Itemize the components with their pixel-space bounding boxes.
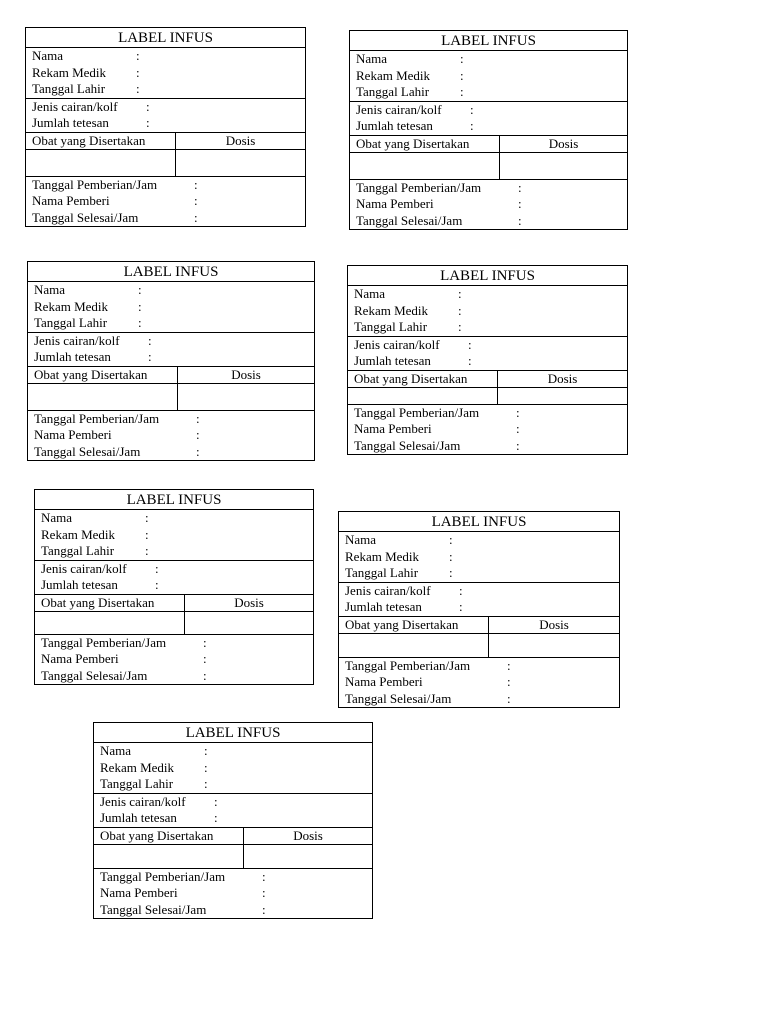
jumlah-tetesan-label: Jumlah tetesan [32, 115, 109, 130]
tanggal-lahir-label: Tanggal Lahir [345, 565, 419, 580]
tanggal-pemberian-label: Tanggal Pemberian/Jam [345, 657, 471, 673]
tanggal-selesai-label: Tanggal Selesai/Jam [34, 443, 141, 459]
jumlah-tetesan-label: Jumlah tetesan [356, 118, 433, 133]
tanggal-lahir-label: Tanggal Lahir [34, 315, 108, 330]
patient-section: Nama : Rekam Medik : Tanggal Lahir : [28, 282, 314, 333]
rekam-medik-label: Rekam Medik [32, 64, 107, 80]
drug-header [26, 133, 305, 150]
infusion-label-4 [347, 265, 628, 455]
jenis-cairan-label: Jenis cairan/kolf [100, 793, 186, 809]
patient-section: Nama : Rekam Medik : Tanggal Lahir : [350, 51, 627, 102]
jenis-cairan-label: Jenis cairan/kolf [34, 332, 120, 348]
drug-header [94, 828, 372, 845]
tanggal-lahir-label: Tanggal Lahir [41, 543, 115, 558]
obat-header: Obat yang Disertakan [28, 367, 178, 383]
tanggal-lahir-label: Tanggal Lahir [356, 84, 430, 99]
obat-cell [348, 388, 498, 404]
dosis-cell [178, 384, 314, 410]
obat-cell [35, 612, 185, 634]
label-title: LABEL INFUS [348, 266, 627, 286]
infusion-label-7 [93, 722, 373, 919]
obat-header: Obat yang Disertakan [35, 595, 185, 611]
dosis-header: Dosis [234, 594, 264, 610]
jenis-cairan-label: Jenis cairan/kolf [356, 101, 442, 117]
tanggal-selesai-label: Tanggal Selesai/Jam [354, 437, 461, 453]
dosis-header: Dosis [539, 616, 569, 632]
jenis-cairan-label: Jenis cairan/kolf [345, 582, 431, 598]
nama-label: Nama [41, 510, 73, 525]
label-title: LABEL INFUS [26, 28, 305, 48]
rekam-medik-label: Rekam Medik [41, 526, 116, 542]
fluid-section: Jenis cairan/kolf : Jumlah tetesan : [35, 561, 313, 595]
jumlah-tetesan-label: Jumlah tetesan [345, 599, 422, 614]
nama-label: Nama [354, 286, 386, 301]
jumlah-tetesan-label: Jumlah tetesan [34, 349, 111, 364]
label-title: LABEL INFUS [350, 31, 627, 51]
tanggal-pemberian-label: Tanggal Pemberian/Jam [34, 410, 160, 426]
patient-section: Nama : Rekam Medik : Tanggal Lahir : [26, 48, 305, 99]
dosis-cell [500, 153, 627, 179]
drug-header [339, 617, 619, 634]
administration-section: Tanggal Pemberian/Jam : Nama Pemberi : Tanggal Selesai/Jam : [32, 176, 198, 225]
nama-label: Nama [345, 532, 377, 547]
jumlah-tetesan-label: Jumlah tetesan [100, 810, 177, 825]
infusion-label-2 [349, 30, 628, 230]
fluid-section: Jenis cairan/kolf : Jumlah tetesan : [28, 333, 314, 367]
drug-entry-row [348, 388, 627, 405]
infusion-label-1 [25, 27, 306, 227]
nama-pemberi-label: Nama Pemberi [41, 651, 119, 666]
drug-entry-row [94, 845, 372, 869]
administration-section: Tanggal Pemberian/Jam : Nama Pemberi : Tanggal Selesai/Jam : [354, 404, 520, 453]
dosis-cell [489, 634, 619, 657]
nama-pemberi-label: Nama Pemberi [345, 674, 423, 689]
nama-label: Nama [100, 743, 132, 758]
rekam-medik-label: Rekam Medik [354, 302, 429, 318]
nama-pemberi-label: Nama Pemberi [32, 193, 110, 208]
nama-pemberi-label: Nama Pemberi [100, 885, 178, 900]
dosis-cell [244, 845, 372, 868]
obat-cell [350, 153, 500, 179]
nama-pemberi-label: Nama Pemberi [356, 196, 434, 211]
tanggal-pemberian-label: Tanggal Pemberian/Jam [356, 179, 482, 195]
rekam-medik-label: Rekam Medik [356, 67, 431, 83]
administration-section: Tanggal Pemberian/Jam : Nama Pemberi : Tanggal Selesai/Jam : [34, 410, 200, 459]
nama-label: Nama [34, 282, 66, 297]
patient-section: Nama : Rekam Medik : Tanggal Lahir : [94, 743, 372, 794]
tanggal-pemberian-label: Tanggal Pemberian/Jam [354, 404, 480, 420]
drug-entry-row [339, 634, 619, 658]
tanggal-pemberian-label: Tanggal Pemberian/Jam [100, 868, 226, 884]
rekam-medik-label: Rekam Medik [34, 298, 109, 314]
infusion-label-3 [27, 261, 315, 461]
obat-header: Obat yang Disertakan [348, 371, 498, 387]
fluid-section: Jenis cairan/kolf : Jumlah tetesan : [339, 583, 619, 617]
tanggal-pemberian-label: Tanggal Pemberian/Jam [32, 176, 158, 192]
tanggal-lahir-label: Tanggal Lahir [100, 776, 174, 791]
jenis-cairan-label: Jenis cairan/kolf [32, 98, 118, 114]
patient-section: Nama : Rekam Medik : Tanggal Lahir : [35, 510, 313, 561]
tanggal-selesai-label: Tanggal Selesai/Jam [356, 212, 463, 228]
patient-section: Nama : Rekam Medik : Tanggal Lahir : [348, 286, 627, 337]
nama-pemberi-label: Nama Pemberi [34, 427, 112, 442]
drug-header [348, 371, 627, 388]
dosis-cell [498, 388, 627, 404]
fluid-section: Jenis cairan/kolf : Jumlah tetesan : [26, 99, 305, 133]
tanggal-lahir-label: Tanggal Lahir [32, 81, 106, 96]
nama-label: Nama [32, 48, 64, 63]
dosis-header: Dosis [231, 366, 261, 382]
nama-label: Nama [356, 51, 388, 66]
label-title: LABEL INFUS [94, 723, 372, 743]
obat-cell [94, 845, 244, 868]
patient-section: Nama : Rekam Medik : Tanggal Lahir : [339, 532, 619, 583]
drug-header [28, 367, 314, 384]
tanggal-selesai-label: Tanggal Selesai/Jam [41, 667, 148, 683]
infusion-label-6 [338, 511, 620, 708]
drug-entry-row [28, 384, 314, 411]
obat-header: Obat yang Disertakan [26, 133, 176, 149]
dosis-header: Dosis [548, 135, 579, 151]
fluid-section: Jenis cairan/kolf : Jumlah tetesan : [350, 102, 627, 136]
administration-section: Tanggal Pemberian/Jam : Nama Pemberi : Tanggal Selesai/Jam : [100, 868, 266, 917]
dosis-header: Dosis [225, 132, 256, 148]
label-title: LABEL INFUS [28, 262, 314, 282]
rekam-medik-label: Rekam Medik [100, 759, 175, 775]
jumlah-tetesan-label: Jumlah tetesan [354, 353, 431, 368]
obat-cell [339, 634, 489, 657]
jenis-cairan-label: Jenis cairan/kolf [354, 336, 440, 352]
fluid-section: Jenis cairan/kolf : Jumlah tetesan : [348, 337, 627, 371]
administration-section: Tanggal Pemberian/Jam : Nama Pemberi : Tanggal Selesai/Jam : [41, 634, 207, 683]
administration-section: Tanggal Pemberian/Jam : Nama Pemberi : Tanggal Selesai/Jam : [345, 657, 511, 706]
drug-entry-row [350, 153, 627, 180]
label-title: LABEL INFUS [35, 490, 313, 510]
dosis-header: Dosis [293, 827, 323, 843]
administration-section: Tanggal Pemberian/Jam : Nama Pemberi : Tanggal Selesai/Jam : [356, 179, 522, 228]
drug-entry-row [26, 150, 305, 177]
tanggal-lahir-label: Tanggal Lahir [354, 319, 428, 334]
tanggal-selesai-label: Tanggal Selesai/Jam [32, 209, 139, 225]
drug-header [350, 136, 627, 153]
tanggal-pemberian-label: Tanggal Pemberian/Jam [41, 634, 167, 650]
obat-cell [28, 384, 178, 410]
rekam-medik-label: Rekam Medik [345, 548, 420, 564]
jenis-cairan-label: Jenis cairan/kolf [41, 560, 127, 576]
drug-header [35, 595, 313, 612]
nama-pemberi-label: Nama Pemberi [354, 421, 432, 436]
obat-header: Obat yang Disertakan [350, 136, 500, 152]
drug-entry-row [35, 612, 313, 635]
tanggal-selesai-label: Tanggal Selesai/Jam [100, 901, 207, 917]
dosis-cell [176, 150, 305, 176]
tanggal-selesai-label: Tanggal Selesai/Jam [345, 690, 452, 706]
obat-header: Obat yang Disertakan [94, 828, 244, 844]
infusion-label-5 [34, 489, 314, 685]
label-title: LABEL INFUS [339, 512, 619, 532]
obat-header: Obat yang Disertakan [339, 617, 489, 633]
fluid-section: Jenis cairan/kolf : Jumlah tetesan : [94, 794, 372, 828]
dosis-header: Dosis [547, 370, 578, 386]
obat-cell [26, 150, 176, 176]
jumlah-tetesan-label: Jumlah tetesan [41, 577, 118, 592]
dosis-cell [185, 612, 313, 634]
